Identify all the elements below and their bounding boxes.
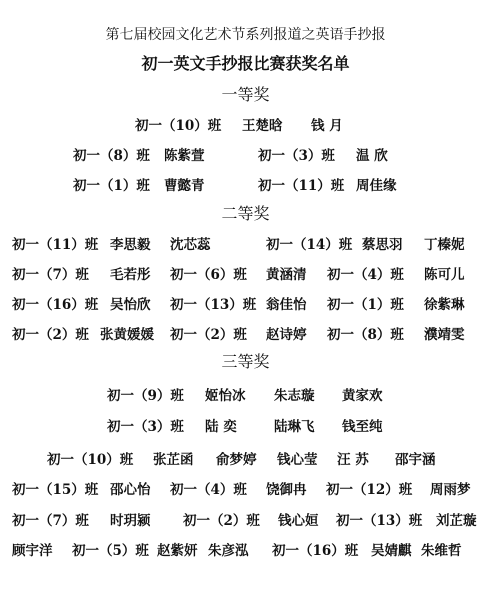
class-label: 初一（13）班 [170,297,257,313]
student-name: 钱心姮 [278,513,319,529]
student-name: 翁佳怡 [266,297,307,313]
class-label: 初一（7）班 [12,267,89,283]
student-name: 刘芷璇 [436,513,477,529]
student-name: 蔡思羽 [362,237,403,253]
student-name: 吴怡欣 [110,297,151,313]
student-name: 汪 苏 [337,452,369,468]
class-label: 初一（9）班 [107,388,184,404]
student-name: 赵紫妍 [157,543,198,559]
student-name: 邵宇涵 [395,452,436,468]
student-name: 赵诗婷 [266,327,307,343]
class-label: 初一（7）班 [12,513,89,529]
student-name: 顾宇洋 [12,543,53,559]
student-name: 朱维哲 [421,543,462,559]
student-name: 朱彦泓 [208,543,249,559]
class-label: 初一（1）班 [327,297,404,313]
student-name: 王楚晗 [242,118,283,134]
class-label: 初一（11）班 [258,178,345,194]
class-label: 初一（6）班 [170,267,247,283]
student-name: 周雨梦 [430,482,471,498]
class-label: 初一（3）班 [258,148,335,164]
second-prize-heading: 二等奖 [221,204,270,223]
student-name: 朱志璇 [274,388,315,404]
class-label: 初一（14）班 [266,237,353,253]
student-name: 饶御冉 [266,482,307,498]
student-name: 姬怡冰 [205,388,246,404]
student-name: 徐紫琳 [424,297,465,313]
student-name: 俞梦婷 [216,452,257,468]
student-name: 钱 月 [311,118,343,134]
student-name: 钱至纯 [342,419,383,435]
class-label: 初一（2）班 [170,327,247,343]
student-name: 邵心怡 [110,482,151,498]
class-label: 初一（4）班 [327,267,404,283]
class-label: 初一（16）班 [272,543,359,559]
student-name: 时玥颍 [110,513,151,529]
student-name: 周佳缘 [356,178,397,194]
student-name: 陆 奕 [205,419,237,435]
class-label: 初一（16）班 [12,297,99,313]
class-label: 初一（2）班 [12,327,89,343]
student-name: 黄家欢 [342,388,383,404]
student-name: 张芷函 [153,452,194,468]
class-label: 初一（1）班 [73,178,150,194]
student-name: 濮靖雯 [424,327,465,343]
student-name: 张黄媛媛 [100,327,154,343]
class-label: 初一（10）班 [47,452,134,468]
class-label: 初一（12）班 [326,482,413,498]
student-name: 吴婧麒 [371,543,412,559]
third-prize-heading: 三等奖 [221,352,270,371]
document-title: 第七届校园文化艺术节系列报道之英语手抄报 [105,27,386,43]
student-name: 温 欣 [356,148,388,164]
student-name: 陈可儿 [424,267,465,283]
class-label: 初一（11）班 [12,237,99,253]
student-name: 曹懿青 [164,178,205,194]
student-name: 陈紫萱 [164,148,205,164]
student-name: 沈芯蕊 [170,237,211,253]
first-prize-heading: 一等奖 [221,85,270,104]
document-subtitle: 初一英文手抄报比赛获奖名单 [141,54,350,73]
class-label: 初一（5）班 [72,543,149,559]
student-name: 丁榛妮 [424,237,465,253]
class-label: 初一（8）班 [327,327,404,343]
student-name: 李思毅 [110,237,151,253]
class-label: 初一（3）班 [107,419,184,435]
class-label: 初一（10）班 [135,118,222,134]
class-label: 初一（15）班 [12,482,99,498]
class-label: 初一（13）班 [336,513,423,529]
student-name: 毛若彤 [110,267,151,283]
student-name: 陆琳飞 [274,419,315,435]
class-label: 初一（4）班 [170,482,247,498]
class-label: 初一（2）班 [183,513,260,529]
student-name: 黄涵清 [266,267,307,283]
class-label: 初一（8）班 [73,148,150,164]
student-name: 钱心莹 [277,452,318,468]
